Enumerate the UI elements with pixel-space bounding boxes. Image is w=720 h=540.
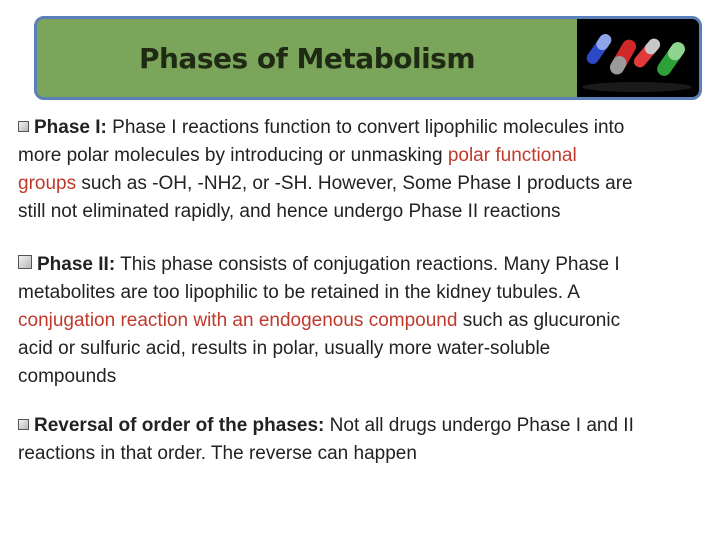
- checkbox-bullet-icon: [18, 121, 29, 132]
- checkbox-bullet-icon: [18, 255, 32, 269]
- red-capsule-2: [631, 36, 662, 70]
- phase2-label: Phase II:: [37, 254, 116, 275]
- phase1-label: Phase I:: [34, 117, 107, 138]
- phase1-paragraph: Phase I: Phase I reactions function to convert lipophilic molecules into more polar molecules by introducing or unmasking polar functional groups such as -OH, -NH2, or -SH. However, Some Phase I products are still not eliminated rapidly, and hence undergo Phase II reactions: [18, 117, 633, 222]
- reversal-paragraph: Reversal of order of the phases: Not all drugs undergo Phase I and II reactions in that order. The reverse can happen: [18, 415, 634, 464]
- highlight-text: groups: [18, 173, 77, 194]
- checkbox-bullet-icon: [18, 419, 29, 430]
- red-capsule: [607, 37, 638, 77]
- slide-title: Phases of Metabolism: [138, 41, 476, 75]
- reversal-label: Reversal of order of the phases:: [34, 415, 325, 436]
- pills-illustration: [577, 19, 699, 97]
- highlight-text: polar functional: [447, 145, 577, 166]
- phase2-paragraph: Phase II: This phase consists of conjugation reactions. Many Phase I metabolites are too lipophilic to be retained in the kidney tubules. A conjugation reaction with an endogenous compound such as glucuronic acid or sulfuric acid, results in polar, usually more water-soluble compounds: [18, 254, 621, 387]
- title-banner: [34, 16, 702, 100]
- pills-icon: [577, 19, 699, 97]
- highlight-text: conjugation reaction with an endogenous compound: [18, 310, 458, 331]
- blue-capsule: [584, 32, 613, 67]
